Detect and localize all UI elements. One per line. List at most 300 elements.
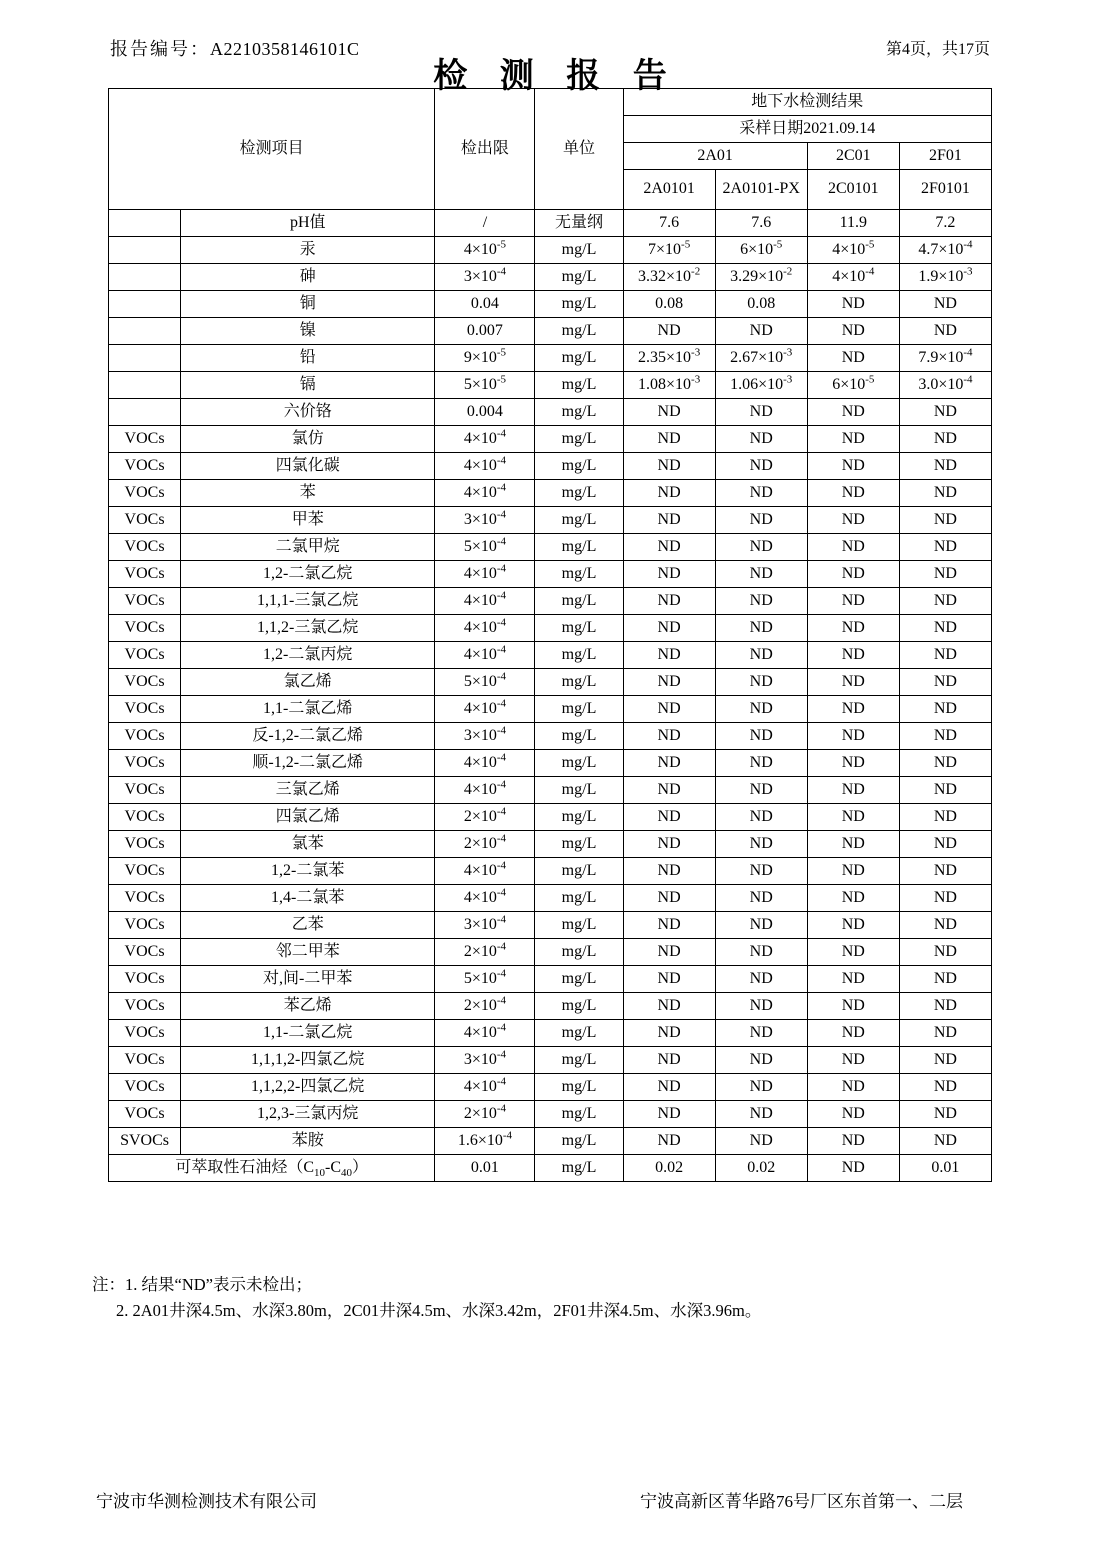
row-item: 四氯化碳 <box>181 453 435 480</box>
row-category: VOCs <box>109 1020 181 1047</box>
row-value-0: $7\times 10^{-5}$ <box>623 237 715 264</box>
row-unit: mg/L <box>535 426 623 453</box>
row-lod: $4\times 10^{-4}$ <box>435 426 535 453</box>
row-category: VOCs <box>109 1047 181 1074</box>
row-value-1: 7.6 <box>715 210 807 237</box>
row-value-1: ND <box>715 1101 807 1128</box>
row-unit: mg/L <box>535 345 623 372</box>
report-number-label: 报告编号： <box>110 39 210 59</box>
row-unit: mg/L <box>535 480 623 507</box>
row-value-3: ND <box>899 561 991 588</box>
row-unit: mg/L <box>535 561 623 588</box>
row-value-2: ND <box>807 804 899 831</box>
row-unit: mg/L <box>535 507 623 534</box>
row-value-2: ND <box>807 1020 899 1047</box>
th-sample-2c0101: 2C0101 <box>807 170 899 210</box>
row-value-3: ND <box>899 777 991 804</box>
row-value-3: ND <box>899 993 991 1020</box>
table-row <box>109 777 992 804</box>
row-value-1: $3.29\times 10^{-2}$ <box>715 264 807 291</box>
row-value-1: ND <box>715 1074 807 1101</box>
row-value-1: ND <box>715 912 807 939</box>
row-value-1: ND <box>715 669 807 696</box>
row-item: 对,间-二甲苯 <box>181 966 435 993</box>
row-category: VOCs <box>109 912 181 939</box>
row-unit: 无量纲 <box>535 210 623 237</box>
th-item: 检测项目 <box>109 89 435 210</box>
row-value-2: ND <box>807 831 899 858</box>
th-sample-2f0101: 2F0101 <box>899 170 991 210</box>
table-row <box>109 804 992 831</box>
row-value-0: ND <box>623 1074 715 1101</box>
table-row <box>109 912 992 939</box>
row-value-2: ND <box>807 345 899 372</box>
row-item: 甲苯 <box>181 507 435 534</box>
row-value-1: ND <box>715 1128 807 1155</box>
th-lod: 检出限 <box>435 89 535 210</box>
row-value-3: ND <box>899 453 991 480</box>
row-item: 二氯甲烷 <box>181 534 435 561</box>
row-value-3: ND <box>899 939 991 966</box>
row-value-2: ND <box>807 858 899 885</box>
row-lod: $5\times 10^{-4}$ <box>435 966 535 993</box>
footer-company: 宁波市华测检测技术有限公司 <box>96 1492 317 1511</box>
row-value-0: ND <box>623 993 715 1020</box>
row-unit: mg/L <box>535 399 623 426</box>
row-lod: $4\times 10^{-4}$ <box>435 588 535 615</box>
row-value-0: ND <box>623 1047 715 1074</box>
row-value-2: $6\times 10^{-5}$ <box>807 372 899 399</box>
note-line-1: 注：1. 结果“ND”表示未检出； <box>92 1275 312 1294</box>
table-row <box>109 723 992 750</box>
row-unit: mg/L <box>535 642 623 669</box>
row-value-1: ND <box>715 831 807 858</box>
table-row <box>109 858 992 885</box>
row-value-3: ND <box>899 426 991 453</box>
row-value-3: $7.9\times 10^{-4}$ <box>899 345 991 372</box>
row-category: VOCs <box>109 1074 181 1101</box>
row-value-3: ND <box>899 318 991 345</box>
row-lod: $4\times 10^{-4}$ <box>435 642 535 669</box>
row-lod: / <box>435 210 535 237</box>
row-item: 苯乙烯 <box>181 993 435 1020</box>
row-category: VOCs <box>109 723 181 750</box>
row-item: 乙苯 <box>181 912 435 939</box>
row-unit: mg/L <box>535 858 623 885</box>
results-table <box>108 88 992 1182</box>
row-unit: mg/L <box>535 912 623 939</box>
row-value-1: ND <box>715 318 807 345</box>
table-row <box>109 507 992 534</box>
row-unit: mg/L <box>535 696 623 723</box>
row-lod: $4\times 10^{-5}$ <box>435 237 535 264</box>
row-value-0: ND <box>623 318 715 345</box>
row-category: VOCs <box>109 561 181 588</box>
table-row <box>109 318 992 345</box>
page-footer <box>0 1487 1100 1527</box>
row-lod: $4\times 10^{-4}$ <box>435 453 535 480</box>
row-item: 氯乙烯 <box>181 669 435 696</box>
row-value-1: ND <box>715 534 807 561</box>
row-category: VOCs <box>109 453 181 480</box>
row-unit: mg/L <box>535 831 623 858</box>
row-value-1: ND <box>715 588 807 615</box>
table-row <box>109 372 992 399</box>
row-lod: $5\times 10^{-4}$ <box>435 669 535 696</box>
row-unit: mg/L <box>535 966 623 993</box>
table-row <box>109 264 992 291</box>
row-lod: $4\times 10^{-4}$ <box>435 615 535 642</box>
row-unit: mg/L <box>535 291 623 318</box>
row-value-0: ND <box>623 804 715 831</box>
row-value-1: ND <box>715 480 807 507</box>
row-category: VOCs <box>109 588 181 615</box>
row-item: 氯苯 <box>181 831 435 858</box>
row-unit: mg/L <box>535 993 623 1020</box>
table-row <box>109 399 992 426</box>
row-value-1: ND <box>715 885 807 912</box>
row-value-3: ND <box>899 291 991 318</box>
row-item: 1,1,1-三氯乙烷 <box>181 588 435 615</box>
row-value-3: ND <box>899 750 991 777</box>
row-item: 可萃取性石油烃$(C_{10}-C_{40})$ <box>109 1155 435 1182</box>
table-row <box>109 696 992 723</box>
row-item: 镍 <box>181 318 435 345</box>
row-item: 顺-1,2-二氯乙烯 <box>181 750 435 777</box>
row-category: VOCs <box>109 480 181 507</box>
row-lod: 0.004 <box>435 399 535 426</box>
th-sample-2a0101: 2A0101 <box>623 170 715 210</box>
row-category: VOCs <box>109 1101 181 1128</box>
row-unit: mg/L <box>535 669 623 696</box>
row-lod: $2\times 10^{-4}$ <box>435 804 535 831</box>
table-row <box>109 939 992 966</box>
row-unit: mg/L <box>535 750 623 777</box>
row-value-1: ND <box>715 939 807 966</box>
row-item: 1,1-二氯乙烯 <box>181 696 435 723</box>
row-value-2: ND <box>807 453 899 480</box>
row-value-1: ND <box>715 426 807 453</box>
row-lod: $5\times 10^{-4}$ <box>435 534 535 561</box>
row-lod: $2\times 10^{-4}$ <box>435 939 535 966</box>
row-unit: mg/L <box>535 939 623 966</box>
row-category: VOCs <box>109 750 181 777</box>
row-value-3: ND <box>899 1047 991 1074</box>
th-unit: 单位 <box>535 89 623 210</box>
row-item: pH值 <box>181 210 435 237</box>
row-value-0: ND <box>623 507 715 534</box>
table-row <box>109 966 992 993</box>
row-value-0: ND <box>623 1020 715 1047</box>
row-unit: mg/L <box>535 372 623 399</box>
row-value-2: ND <box>807 966 899 993</box>
row-value-0: ND <box>623 939 715 966</box>
row-unit: mg/L <box>535 1128 623 1155</box>
row-value-1: ND <box>715 858 807 885</box>
table-row <box>109 426 992 453</box>
row-lod: $4\times 10^{-4}$ <box>435 885 535 912</box>
row-lod: $2\times 10^{-4}$ <box>435 993 535 1020</box>
table-row <box>109 750 992 777</box>
row-category <box>109 345 181 372</box>
row-value-0: $3.32\times 10^{-2}$ <box>623 264 715 291</box>
row-category: VOCs <box>109 534 181 561</box>
row-value-0: ND <box>623 480 715 507</box>
row-unit: mg/L <box>535 777 623 804</box>
table-row <box>109 1074 992 1101</box>
th-sampling-date: 采样日期2021.09.14 <box>623 116 991 143</box>
row-value-2: ND <box>807 291 899 318</box>
row-item: 1,1,1,2-四氯乙烷 <box>181 1047 435 1074</box>
row-lod: $4\times 10^{-4}$ <box>435 777 535 804</box>
page-indicator: 第4页，共17页 <box>885 41 990 58</box>
row-value-2: ND <box>807 1047 899 1074</box>
row-unit: mg/L <box>535 1020 623 1047</box>
row-value-2: ND <box>807 642 899 669</box>
row-value-0: ND <box>623 885 715 912</box>
row-unit: mg/L <box>535 264 623 291</box>
row-category: VOCs <box>109 426 181 453</box>
row-category <box>109 372 181 399</box>
table-row <box>109 615 992 642</box>
row-value-1: 0.08 <box>715 291 807 318</box>
table-header-row-1 <box>109 89 992 116</box>
row-value-2: ND <box>807 588 899 615</box>
table-row <box>109 480 992 507</box>
row-lod: $9\times 10^{-5}$ <box>435 345 535 372</box>
th-group-title: 地下水检测结果 <box>623 89 991 116</box>
row-value-0: ND <box>623 426 715 453</box>
row-value-3: $3.0\times 10^{-4}$ <box>899 372 991 399</box>
row-unit: mg/L <box>535 534 623 561</box>
table-row <box>109 1128 992 1155</box>
row-value-1: ND <box>715 750 807 777</box>
row-value-0: ND <box>623 453 715 480</box>
report-number-value: A2210358146101C <box>210 39 360 59</box>
row-value-2: ND <box>807 399 899 426</box>
row-value-2: ND <box>807 723 899 750</box>
row-value-3: ND <box>899 696 991 723</box>
row-value-2: ND <box>807 1155 899 1182</box>
row-value-3: ND <box>899 966 991 993</box>
th-point-2c01: 2C01 <box>807 143 899 170</box>
row-value-3: $4.7\times 10^{-4}$ <box>899 237 991 264</box>
row-category: SVOCs <box>109 1128 181 1155</box>
row-item: 苯 <box>181 480 435 507</box>
row-category: VOCs <box>109 831 181 858</box>
row-item: 铜 <box>181 291 435 318</box>
row-lod: $3\times 10^{-4}$ <box>435 912 535 939</box>
row-value-3: ND <box>899 723 991 750</box>
row-lod: $4\times 10^{-4}$ <box>435 1074 535 1101</box>
row-category <box>109 291 181 318</box>
table-body <box>109 210 992 1182</box>
row-value-0: ND <box>623 750 715 777</box>
row-category <box>109 210 181 237</box>
table-head <box>109 89 992 210</box>
row-value-1: ND <box>715 399 807 426</box>
row-category: VOCs <box>109 885 181 912</box>
row-lod: $4\times 10^{-4}$ <box>435 1020 535 1047</box>
th-point-2f01: 2F01 <box>899 143 991 170</box>
row-value-2: ND <box>807 480 899 507</box>
row-item: 1,1-二氯乙烷 <box>181 1020 435 1047</box>
row-lod: $4\times 10^{-4}$ <box>435 858 535 885</box>
row-value-0: ND <box>623 777 715 804</box>
table-row <box>109 642 992 669</box>
table-row <box>109 561 992 588</box>
row-value-2: ND <box>807 696 899 723</box>
row-value-3: ND <box>899 507 991 534</box>
row-item: 1,1,2-三氯乙烷 <box>181 615 435 642</box>
row-item: 1,2-二氯苯 <box>181 858 435 885</box>
row-value-0: ND <box>623 561 715 588</box>
row-value-3: ND <box>899 831 991 858</box>
row-item: 汞 <box>181 237 435 264</box>
row-item: 镉 <box>181 372 435 399</box>
row-value-0: ND <box>623 831 715 858</box>
row-category: VOCs <box>109 804 181 831</box>
row-category: VOCs <box>109 939 181 966</box>
row-value-3: ND <box>899 885 991 912</box>
row-value-2: ND <box>807 939 899 966</box>
row-value-0: ND <box>623 615 715 642</box>
row-value-0: ND <box>623 1128 715 1155</box>
row-value-1: ND <box>715 561 807 588</box>
row-value-1: ND <box>715 777 807 804</box>
row-value-2: ND <box>807 561 899 588</box>
row-unit: mg/L <box>535 804 623 831</box>
row-unit: mg/L <box>535 1074 623 1101</box>
table-row <box>109 669 992 696</box>
row-value-2: ND <box>807 615 899 642</box>
row-value-1: 0.02 <box>715 1155 807 1182</box>
row-item: 1,2,3-三氯丙烷 <box>181 1101 435 1128</box>
th-sample-2a0101-px: 2A0101-PX <box>715 170 807 210</box>
row-lod: $3\times 10^{-4}$ <box>435 507 535 534</box>
row-value-3: ND <box>899 642 991 669</box>
row-category: VOCs <box>109 858 181 885</box>
row-value-2: ND <box>807 534 899 561</box>
row-value-1: $6\times 10^{-5}$ <box>715 237 807 264</box>
row-value-0: ND <box>623 399 715 426</box>
table-row <box>109 453 992 480</box>
row-value-0: ND <box>623 723 715 750</box>
row-value-2: $4\times 10^{-5}$ <box>807 237 899 264</box>
row-value-0: $1.08\times 10^{-3}$ <box>623 372 715 399</box>
row-value-0: ND <box>623 858 715 885</box>
row-item: 苯胺 <box>181 1128 435 1155</box>
row-unit: mg/L <box>535 588 623 615</box>
row-lod: 0.007 <box>435 318 535 345</box>
row-item: 反-1,2-二氯乙烯 <box>181 723 435 750</box>
row-value-3: ND <box>899 912 991 939</box>
row-item: 六价铬 <box>181 399 435 426</box>
page-title: 检 测 报 告 <box>433 58 679 95</box>
row-category: VOCs <box>109 966 181 993</box>
row-value-0: 7.6 <box>623 210 715 237</box>
page-header <box>0 30 1100 95</box>
table-row <box>109 534 992 561</box>
row-lod: $2\times 10^{-4}$ <box>435 1101 535 1128</box>
footer-address: 宁波高新区菁华路76号厂区东首第一、二层 <box>640 1492 963 1511</box>
row-category <box>109 237 181 264</box>
table-row <box>109 831 992 858</box>
row-lod: $3\times 10^{-4}$ <box>435 723 535 750</box>
row-value-0: ND <box>623 669 715 696</box>
table-row <box>109 237 992 264</box>
row-value-2: ND <box>807 669 899 696</box>
row-unit: mg/L <box>535 1155 623 1182</box>
row-lod: $5\times 10^{-5}$ <box>435 372 535 399</box>
row-value-3: $1.9\times 10^{-3}$ <box>899 264 991 291</box>
row-unit: mg/L <box>535 723 623 750</box>
note-line-2: 2. 2A01井深4.5m、水深3.80m，2C01井深4.5m、水深3.42m，2F01井深4.5m、水深3.96m。 <box>116 1300 762 1320</box>
row-value-3: ND <box>899 399 991 426</box>
row-unit: mg/L <box>535 1047 623 1074</box>
row-value-2: ND <box>807 993 899 1020</box>
table-row <box>109 1047 992 1074</box>
row-value-2: ND <box>807 912 899 939</box>
row-item: 1,1,2,2-四氯乙烷 <box>181 1074 435 1101</box>
row-category: VOCs <box>109 507 181 534</box>
row-category: VOCs <box>109 669 181 696</box>
row-category <box>109 399 181 426</box>
row-category: VOCs <box>109 642 181 669</box>
row-item: 四氯乙烯 <box>181 804 435 831</box>
row-value-0: ND <box>623 534 715 561</box>
table-notes <box>92 1272 1032 1323</box>
row-value-2: $4\times 10^{-4}$ <box>807 264 899 291</box>
row-lod: 0.01 <box>435 1155 535 1182</box>
row-value-0: 0.02 <box>623 1155 715 1182</box>
row-value-2: 11.9 <box>807 210 899 237</box>
row-value-1: ND <box>715 723 807 750</box>
row-category: VOCs <box>109 777 181 804</box>
row-category: VOCs <box>109 696 181 723</box>
row-item: 三氯乙烯 <box>181 777 435 804</box>
row-lod: $1.6\times 10^{-4}$ <box>435 1128 535 1155</box>
row-item: 1,2-二氯丙烷 <box>181 642 435 669</box>
row-category <box>109 264 181 291</box>
row-unit: mg/L <box>535 885 623 912</box>
row-lod: $3\times 10^{-4}$ <box>435 1047 535 1074</box>
row-value-1: ND <box>715 696 807 723</box>
row-value-3: ND <box>899 1020 991 1047</box>
row-value-0: ND <box>623 912 715 939</box>
row-value-2: ND <box>807 777 899 804</box>
table-row <box>109 993 992 1020</box>
row-value-0: ND <box>623 588 715 615</box>
row-value-0: 0.08 <box>623 291 715 318</box>
row-lod: $4\times 10^{-4}$ <box>435 696 535 723</box>
row-item: 1,2-二氯乙烷 <box>181 561 435 588</box>
row-value-1: ND <box>715 993 807 1020</box>
row-value-0: ND <box>623 1101 715 1128</box>
row-category: VOCs <box>109 615 181 642</box>
row-lod: $2\times 10^{-4}$ <box>435 831 535 858</box>
row-value-1: ND <box>715 966 807 993</box>
row-value-3: ND <box>899 480 991 507</box>
row-value-1: $2.67\times 10^{-3}$ <box>715 345 807 372</box>
row-value-1: ND <box>715 642 807 669</box>
row-value-1: ND <box>715 804 807 831</box>
table-row <box>109 345 992 372</box>
row-value-3: ND <box>899 1128 991 1155</box>
row-value-3: ND <box>899 615 991 642</box>
table-row <box>109 588 992 615</box>
row-value-3: ND <box>899 1101 991 1128</box>
